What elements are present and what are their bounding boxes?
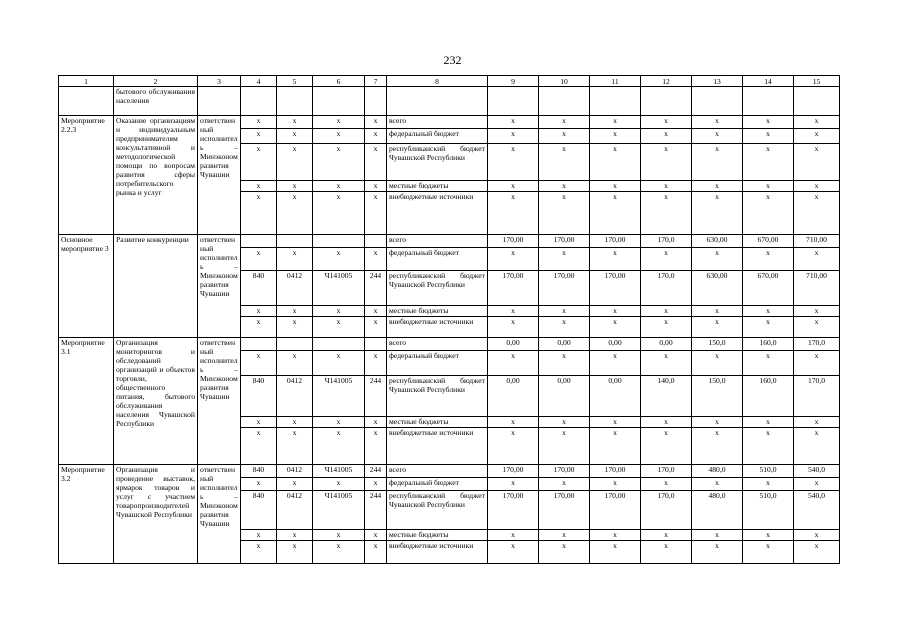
cell-value: 0,00 <box>539 338 590 351</box>
cell-value: х <box>743 181 794 192</box>
cell-value: х <box>692 351 743 376</box>
cell-value: х <box>743 144 794 181</box>
cell-value: х <box>794 478 840 491</box>
cell-value: х <box>794 317 840 338</box>
cell-value: х <box>488 417 539 428</box>
cell-code: х <box>277 541 313 564</box>
cell-code <box>365 338 387 351</box>
cell-value: 630,00 <box>692 235 743 248</box>
cell-code: х <box>241 181 277 192</box>
table-row <box>59 235 840 248</box>
cell-value: х <box>641 181 692 192</box>
cell-value: х <box>743 428 794 465</box>
cell-value: 170,00 <box>539 235 590 248</box>
cell-code: 0412 <box>277 491 313 530</box>
cell-source: федеральный бюджет <box>387 129 488 144</box>
cell-value: 170,0 <box>641 491 692 530</box>
cell-value: х <box>590 351 641 376</box>
cell-value: х <box>590 116 641 129</box>
cell-value: х <box>590 129 641 144</box>
cell-source: внебюджетные источники <box>387 428 488 465</box>
cell-value: х <box>590 181 641 192</box>
cell-source: местные бюджеты <box>387 306 488 317</box>
cell-code: х <box>313 116 365 129</box>
budget-table <box>58 75 840 564</box>
cell-value: х <box>590 541 641 564</box>
cell-value: 710,00 <box>794 271 840 306</box>
cell-code: х <box>277 192 313 235</box>
cell-value: х <box>488 306 539 317</box>
cell-value: х <box>692 428 743 465</box>
cell-label: Мероприятие 3.1 <box>59 338 114 465</box>
header-col-12: 12 <box>641 76 692 87</box>
cell-value: х <box>488 478 539 491</box>
cell-code: х <box>277 478 313 491</box>
cell-value: х <box>794 306 840 317</box>
cell-code <box>277 338 313 351</box>
cell-value: х <box>794 192 840 235</box>
cell-value: х <box>641 417 692 428</box>
header-col-8: 8 <box>387 76 488 87</box>
cell-value: 540,0 <box>794 491 840 530</box>
cell-value: 170,00 <box>539 491 590 530</box>
cell-value: х <box>794 181 840 192</box>
cell-source: внебюджетные источники <box>387 317 488 338</box>
cell-code: х <box>241 351 277 376</box>
cell-value: х <box>488 248 539 271</box>
header-col-4: 4 <box>241 76 277 87</box>
cell-code: 840 <box>241 376 277 417</box>
cell-value: х <box>743 478 794 491</box>
cell-value: х <box>641 248 692 271</box>
cell-code: Ч141005 <box>313 465 365 478</box>
cell-value: х <box>590 192 641 235</box>
cell-value: х <box>488 541 539 564</box>
cell-code: х <box>313 351 365 376</box>
cell-code: 0412 <box>277 376 313 417</box>
cell-code <box>241 235 277 248</box>
cell-value: 670,00 <box>743 271 794 306</box>
cell-value: х <box>641 116 692 129</box>
cell-value: 170,00 <box>488 491 539 530</box>
cell-value: х <box>641 144 692 181</box>
cell-code: х <box>365 116 387 129</box>
cell-value: х <box>488 192 539 235</box>
cell-code: х <box>241 417 277 428</box>
cell-code: х <box>313 317 365 338</box>
cell-source: федеральный бюджет <box>387 351 488 376</box>
cell-code: Ч141005 <box>313 491 365 530</box>
cell-code: х <box>365 351 387 376</box>
cell-code: х <box>241 116 277 129</box>
cell-source: республиканский бюджет Чувашской Республики <box>387 376 488 417</box>
cell-value: 0,00 <box>539 376 590 417</box>
cell-value: х <box>488 129 539 144</box>
cell-value: х <box>692 248 743 271</box>
cell-code: Ч141005 <box>313 271 365 306</box>
cell-value: х <box>641 306 692 317</box>
cell-value: х <box>794 417 840 428</box>
cell-value: х <box>743 317 794 338</box>
cell-code: х <box>365 317 387 338</box>
header-col-14: 14 <box>743 76 794 87</box>
cell-value: х <box>590 530 641 541</box>
cell-code: х <box>313 428 365 465</box>
table-row <box>59 465 840 478</box>
cell-value: х <box>692 116 743 129</box>
cell-source: федеральный бюджет <box>387 478 488 491</box>
cell-value: 140,0 <box>641 376 692 417</box>
cell-code: х <box>313 530 365 541</box>
cell-value: х <box>641 541 692 564</box>
cell-value: х <box>692 306 743 317</box>
cell-source: местные бюджеты <box>387 181 488 192</box>
cell-code: х <box>277 306 313 317</box>
cell-code <box>313 235 365 248</box>
cell-value: х <box>743 116 794 129</box>
cell-value: 0,00 <box>488 376 539 417</box>
cell-value: х <box>641 428 692 465</box>
cell-value: х <box>488 428 539 465</box>
cell-code: х <box>241 541 277 564</box>
cell-value: х <box>743 129 794 144</box>
cell-value: х <box>743 541 794 564</box>
header-col-15: 15 <box>794 76 840 87</box>
header-col-6: 6 <box>313 76 365 87</box>
cell-label: Основное мероприятие 3 <box>59 235 114 338</box>
cell-value: х <box>488 317 539 338</box>
cell-source: республиканский бюджет Чувашской Республики <box>387 491 488 530</box>
cell-value: 170,0 <box>641 271 692 306</box>
header-col-5: 5 <box>277 76 313 87</box>
cell-executor: ответственный исполнитель – Минэкономразвития Чувашии <box>198 465 241 564</box>
cell-value: х <box>590 144 641 181</box>
header-col-11: 11 <box>590 76 641 87</box>
cell-source: внебюджетные источники <box>387 541 488 564</box>
cell-value: 170,00 <box>590 491 641 530</box>
cell-code: х <box>313 192 365 235</box>
cell-name: Организация и проведение выставок, ярмарок товаров и услуг с участием товаропроизводителей Чувашской Республики <box>114 465 198 564</box>
cell-code: х <box>241 248 277 271</box>
cell-value: х <box>539 541 590 564</box>
cell-value: 170,00 <box>590 465 641 478</box>
cell-executor: ответственный исполнитель – Минэкономразвития Чувашии <box>198 235 241 338</box>
cell-code: х <box>313 129 365 144</box>
cell-value: 170,00 <box>590 271 641 306</box>
cell-value: х <box>539 417 590 428</box>
cell-value: 170,00 <box>590 235 641 248</box>
cell-value: х <box>488 181 539 192</box>
cell-value: 160,0 <box>743 376 794 417</box>
cell-value: 0,00 <box>641 338 692 351</box>
cell-source: местные бюджеты <box>387 530 488 541</box>
cell-source: республиканский бюджет Чувашской Республики <box>387 271 488 306</box>
cell-value: х <box>590 317 641 338</box>
cell-code: х <box>365 428 387 465</box>
table-body <box>59 76 840 564</box>
cell-code: х <box>277 317 313 338</box>
cell-code: х <box>277 351 313 376</box>
table-row <box>59 338 840 351</box>
cell-value: х <box>692 478 743 491</box>
cell-code: х <box>241 306 277 317</box>
cell-value: х <box>590 417 641 428</box>
cell-value: х <box>692 129 743 144</box>
cell-source: федеральный бюджет <box>387 248 488 271</box>
cell-value: х <box>539 530 590 541</box>
cell-value: х <box>590 248 641 271</box>
cell-code <box>277 235 313 248</box>
cell-value: 170,00 <box>488 235 539 248</box>
cell-source: республиканский бюджет Чувашской Республики <box>387 144 488 181</box>
cell-source: всего <box>387 116 488 129</box>
cell-value: 160,0 <box>743 338 794 351</box>
cell-code: х <box>313 181 365 192</box>
cell-value: 510,0 <box>743 465 794 478</box>
cell-label: Мероприятие 3.2 <box>59 465 114 564</box>
cell-value: х <box>743 417 794 428</box>
cell-code: х <box>313 306 365 317</box>
cell-code: х <box>365 306 387 317</box>
cell-code: х <box>313 248 365 271</box>
cell-source: местные бюджеты <box>387 417 488 428</box>
cell-code: 840 <box>241 271 277 306</box>
cell-code: 244 <box>365 376 387 417</box>
cell-value: х <box>539 129 590 144</box>
cell-code: х <box>277 417 313 428</box>
cell-value: 170,00 <box>488 271 539 306</box>
cell-value: х <box>641 192 692 235</box>
cell-value: х <box>539 116 590 129</box>
cell-value: 540,0 <box>794 465 840 478</box>
cell-value: х <box>641 530 692 541</box>
cell-code: х <box>365 192 387 235</box>
cell-code: х <box>241 478 277 491</box>
cell-value: х <box>488 144 539 181</box>
cell-value: 480,0 <box>692 465 743 478</box>
cell-value: х <box>794 351 840 376</box>
cell-value: х <box>794 541 840 564</box>
cell-value: х <box>794 248 840 271</box>
cell-code: х <box>365 478 387 491</box>
cell-code: х <box>241 144 277 181</box>
cell-value: х <box>539 428 590 465</box>
cell-code: х <box>313 541 365 564</box>
cell-code: 244 <box>365 271 387 306</box>
cell-executor: ответственный исполнитель – Минэкономразвития Чувашии <box>198 116 241 235</box>
cell-code: х <box>277 428 313 465</box>
cell-code: х <box>277 144 313 181</box>
cell-value: х <box>539 351 590 376</box>
cell-value: х <box>794 530 840 541</box>
cell-value: х <box>692 541 743 564</box>
cell-value: 170,0 <box>794 376 840 417</box>
cell-value: х <box>590 478 641 491</box>
cell-value: х <box>794 116 840 129</box>
cell-value: х <box>590 306 641 317</box>
cell-value: х <box>539 144 590 181</box>
cell-code: х <box>365 541 387 564</box>
cell-value: 0,00 <box>590 376 641 417</box>
cell-code: х <box>277 530 313 541</box>
cell-value: 170,00 <box>488 465 539 478</box>
cell-code: х <box>241 192 277 235</box>
cell-value: х <box>539 181 590 192</box>
cell-value: х <box>692 144 743 181</box>
cell-code: х <box>241 530 277 541</box>
cell-code: 840 <box>241 491 277 530</box>
cell-value: х <box>539 478 590 491</box>
cell-name: Развитие конкуренции <box>114 235 198 338</box>
cell-code: х <box>365 248 387 271</box>
cell-value: х <box>743 530 794 541</box>
cell-code: х <box>277 181 313 192</box>
cell-value: 0,00 <box>590 338 641 351</box>
cell-value: х <box>641 317 692 338</box>
cell-value: х <box>743 192 794 235</box>
cell-value: х <box>692 192 743 235</box>
cell-code: 244 <box>365 491 387 530</box>
header-col-9: 9 <box>488 76 539 87</box>
cell-value: х <box>743 306 794 317</box>
table-row <box>59 116 840 129</box>
cell-code <box>365 235 387 248</box>
cell-value: 630,00 <box>692 271 743 306</box>
cell-code: х <box>365 129 387 144</box>
cell-code: х <box>277 116 313 129</box>
cell-value: 510,0 <box>743 491 794 530</box>
cell-code: х <box>313 478 365 491</box>
cell-source: всего <box>387 235 488 248</box>
cell-value: 0,00 <box>488 338 539 351</box>
cell-code <box>241 338 277 351</box>
cell-value: х <box>692 317 743 338</box>
cell-label: Мероприятие 2.2.3 <box>59 116 114 235</box>
continuation-row <box>59 87 840 116</box>
cell-code: 840 <box>241 465 277 478</box>
cell-code: х <box>277 129 313 144</box>
cell-value: 670,00 <box>743 235 794 248</box>
cell-value: х <box>539 317 590 338</box>
cell-value: х <box>488 116 539 129</box>
cell-name: Оказание организациям и индивидуальным предпринимателям консультативной и методологической помощи по вопросам развития сферы потребительского рынка и услуг <box>114 116 198 235</box>
cell-value: х <box>641 351 692 376</box>
cell-label <box>59 87 114 116</box>
cell-code: х <box>277 248 313 271</box>
cell-executor: ответственный исполнитель – Минэкономразвития Чувашии <box>198 338 241 465</box>
cell-value: х <box>692 417 743 428</box>
cell-code: х <box>241 317 277 338</box>
cell-code: х <box>365 530 387 541</box>
cell-value: х <box>743 351 794 376</box>
cell-value: х <box>488 351 539 376</box>
cell-value: х <box>539 192 590 235</box>
cell-code: х <box>365 144 387 181</box>
header-col-13: 13 <box>692 76 743 87</box>
cell-code: 0412 <box>277 465 313 478</box>
cell-value: х <box>641 478 692 491</box>
cell-value: х <box>488 530 539 541</box>
cell-value: х <box>692 530 743 541</box>
cell-value: х <box>539 248 590 271</box>
cell-value: 170,0 <box>794 338 840 351</box>
cell-value: х <box>590 428 641 465</box>
cell-code: 244 <box>365 465 387 478</box>
cell-source: всего <box>387 338 488 351</box>
header-col-10: 10 <box>539 76 590 87</box>
cell-value: 480,0 <box>692 491 743 530</box>
header-col-2: 2 <box>114 76 198 87</box>
cell-value: 170,0 <box>641 235 692 248</box>
cell-value: 170,0 <box>641 465 692 478</box>
cell-name: Организация мониторингов и обследований организаций и объектов торговли, общественного питания, бытового обслуживания населения Чувашской Республики <box>114 338 198 465</box>
cell-source: внебюджетные источники <box>387 192 488 235</box>
cell-code: х <box>365 181 387 192</box>
cell-value: х <box>794 428 840 465</box>
cell-source: всего <box>387 465 488 478</box>
cell-code: х <box>365 417 387 428</box>
page-number: 232 <box>443 53 462 67</box>
cell-value: х <box>743 248 794 271</box>
cell-code: х <box>241 129 277 144</box>
cell-value: х <box>794 144 840 181</box>
cell-value: х <box>641 129 692 144</box>
cell-value: х <box>539 306 590 317</box>
cell-value: х <box>692 181 743 192</box>
header-col-7: 7 <box>365 76 387 87</box>
cell-code: 0412 <box>277 271 313 306</box>
cell-code: х <box>313 417 365 428</box>
cell-value: 150,0 <box>692 338 743 351</box>
cell-value: х <box>794 129 840 144</box>
cell-code: х <box>241 428 277 465</box>
cell-value: 710,00 <box>794 235 840 248</box>
cell-code <box>313 338 365 351</box>
cell-value: 170,00 <box>539 465 590 478</box>
header-col-3: 3 <box>198 76 241 87</box>
cell-value: 170,00 <box>539 271 590 306</box>
cell-code: х <box>313 144 365 181</box>
header-col-1: 1 <box>59 76 114 87</box>
cell-value: 150,0 <box>692 376 743 417</box>
header-row <box>59 76 840 87</box>
cell-name: бытового обслуживания населения <box>114 87 198 116</box>
cell-code: Ч141005 <box>313 376 365 417</box>
